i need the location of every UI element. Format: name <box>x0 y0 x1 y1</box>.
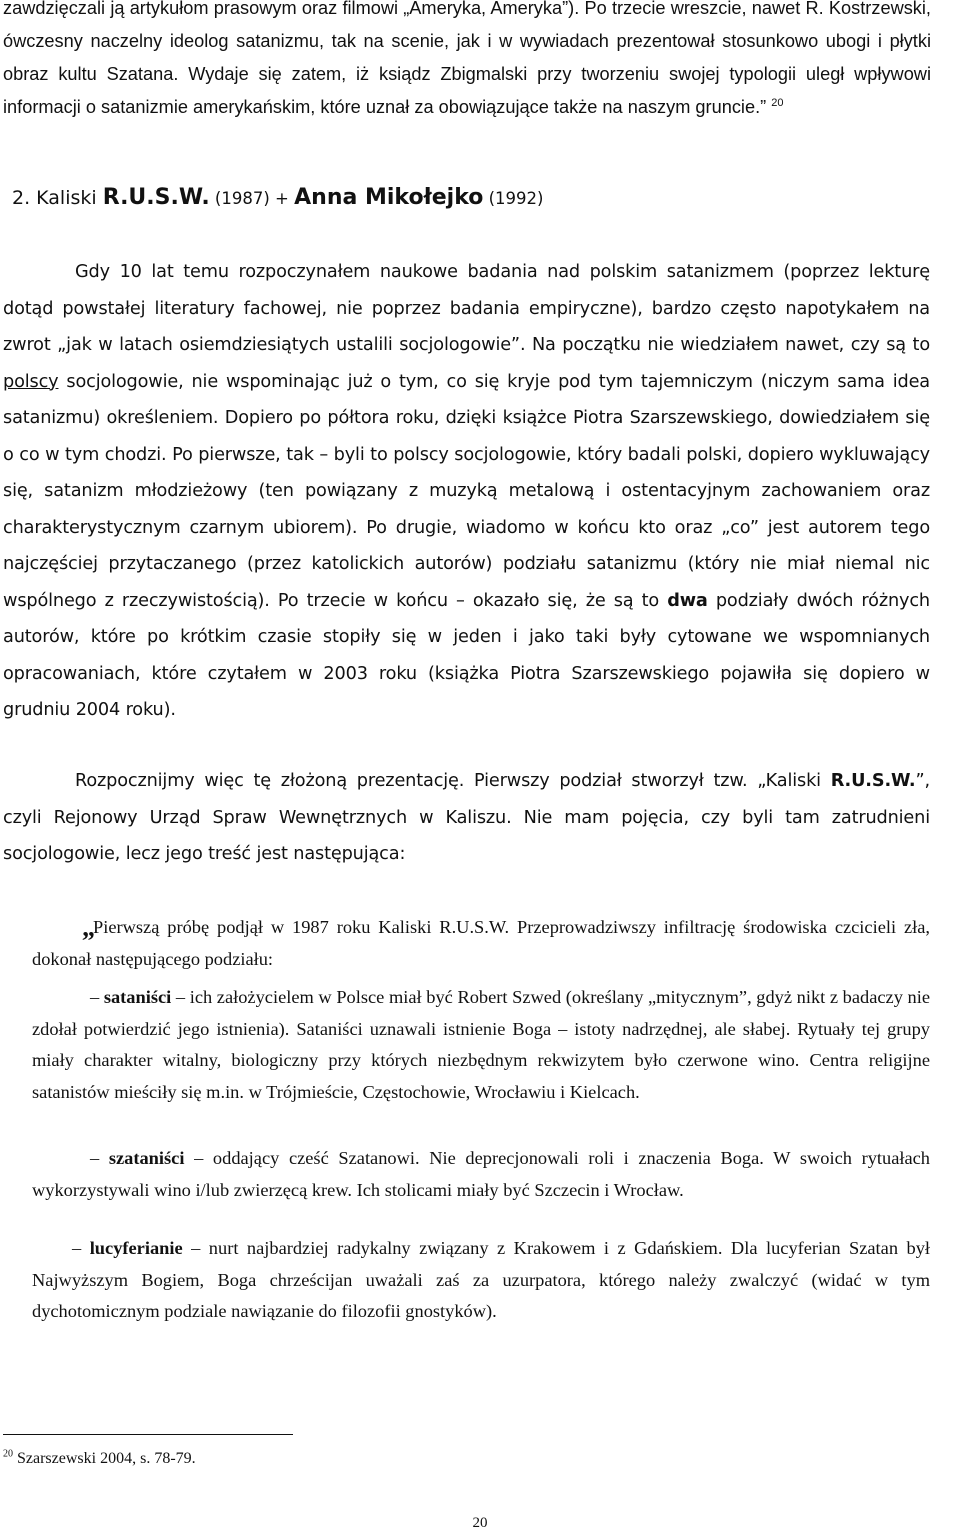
heading-year-1: (1987) + <box>209 189 295 208</box>
paragraph-2-text-b: ”, czyli Rejonowy Urząd Spraw Wewnętrznych w Kaliszu. Nie mam pojęcia, czy byli tam zatrudnieni socjologowie, lecz jego treść jest następująca: <box>3 771 930 864</box>
item-term: lucyferianie <box>89 1238 183 1258</box>
item-dash: – <box>90 1148 109 1168</box>
quote-intro <box>32 912 930 975</box>
footnote-text: Szarszewski 2004, s. 78-79. <box>13 1450 196 1467</box>
footnote-divider <box>3 1434 293 1435</box>
paragraph-2-text-a: Rozpocznijmy więc tę złożoną prezentację. Pierwszy podział stworzył tzw. „Kaliski <box>75 771 831 791</box>
page-number: 20 <box>472 1515 488 1531</box>
quote-item-lucyferianie <box>32 1233 930 1328</box>
heading-author-1: R.U.S.W. <box>102 185 210 210</box>
heading-year-2: (1992) <box>483 189 544 208</box>
quote-item-sataniści <box>32 982 930 1108</box>
item-text: – oddający cześć Szatanowi. Nie deprecjonowali roli i znaczenia Boga. W swoich rytuałach wykorzystywali wino i/lub zwierzęcą krew. Ich stolicami miały być Szczecin i Wrocław. <box>32 1148 930 1200</box>
section-heading <box>12 183 543 214</box>
paragraph-1-text-c: podziały dwóch różnych autorów, które po krótkim czasie stopiły się w jeden i jako taki były cytowane we wspomnianych opracowaniach, które czytałem w 2003 roku (książka Piotra Szarszewskiego pojawiła się dopiero w grudniu 2004 roku). <box>3 590 930 720</box>
underlined-word: polscy <box>3 371 59 392</box>
paragraph-1-text-b: socjologowie, nie wspominając już o tym, co się kryje pod tym tajemniczym (niczym sama idea satanizmu) określeniem. Dopiero po półtora roku, dzięki książce Piotra Szarszewskiego, dowiedziałem się o co w tym chodzi. Po pierwsze, tak – byli to polscy socjologowie, który badali polski, dopiero wykluwający się, satanizm młodzieżowy (ten powiązany z muzyką metalową i ostentacyjnym zachowaniem oraz charakterystycznym czarnym ubiorem). Po drugie, wiadomo w końcu kto oraz „co” jest autorem tego najczęściej przytaczanego (przez katolickich autorów) podziału satanizmu (który nie miał niemal nic wspólnego z rzeczywistością). Po trzecie w końcu – okazało się, że są to <box>3 371 930 611</box>
bold-word: dwa <box>667 590 708 611</box>
section-number: 2. Kaliski <box>12 187 103 209</box>
paragraph-1-text-a: Gdy 10 lat temu rozpoczynałem naukowe badania nad polskim satanizmem (poprzez lekturę dotąd powstałej literatury fachowej, nie poprzez badania empiryczne), bardzo często napotykałem na zwrot „jak w latach osiemdziesiątych ustalili socjologowie”. Na początku nie wiedziałem nawet, czy są to <box>3 262 930 355</box>
item-term: szataniści <box>108 1148 185 1168</box>
body-paragraph-2 <box>3 763 930 873</box>
intro-text: zawdzięczali ją artykułom prasowym oraz filmowi „Ameryka, Ameryka”). Po trzecie wreszcie, nawet R. Kostrzewski, ówczesny naczelny ideolog satanizmu, tak na scenie, jak i w wywiadach prezentował stosunkowo ubogi i płytki obraz kultu Szatana. Wydaje się zatem, iż ksiądz Zbigmalski przy tworzeniu swojej typologii uległ wpływowi informacji o satanizmie amerykańskim, które uznał za obowiązujące także na naszym gruncie.” <box>3 0 931 117</box>
bold-abbreviation: R.U.S.W. <box>830 771 916 791</box>
item-text: – nurt najbardziej radykalny związany z Krakowem i z Gdańskiem. Dla lucyferian Szatan był Najwyższym Bogiem, Boga chrześcijan uważali zaś za uzurpatora, którego należy zwalczyć (widać w tym dychotomicznym podziale nawiązanie do filozofii gnostyków). <box>32 1238 930 1321</box>
opening-quote-mark: „ <box>82 913 93 942</box>
body-paragraph-1 <box>3 254 930 729</box>
quote-intro-text: Pierwszą próbę podjął w 1987 roku Kaliski R.U.S.W. Przeprowadziwszy infiltrację środowiska czcicieli zła, dokonał następującego podziału: <box>32 917 930 969</box>
item-text: – ich założycielem w Polsce miał być Robert Szwed (określany „mitycznym”, gdyż nikt z badaczy nie zdołał potwierdzić jego istnienia). Sataniści uznawali istnienie Boga – istoty nadrzędnej, ale słabej. Rytuały tej grupy miały charakter witalny, biologiczny przy których niezbędnym rekwizytem było czerwone wino. Centra religijne satanistów mieściły się m.in. w Trójmieście, Częstochowie, Wrocławiu i Kielcach. <box>32 987 931 1102</box>
intro-paragraph <box>3 0 931 124</box>
item-term: sataniści <box>103 987 172 1007</box>
item-dash: – <box>72 1238 90 1258</box>
footnote-number: 20 <box>3 1448 13 1460</box>
quote-item-szataniści <box>32 1143 930 1206</box>
item-dash: – <box>90 987 104 1007</box>
footnote <box>3 1448 196 1470</box>
footnote-reference[interactable]: 20 <box>771 96 784 109</box>
heading-author-2: Anna Mikołejko <box>294 185 484 210</box>
